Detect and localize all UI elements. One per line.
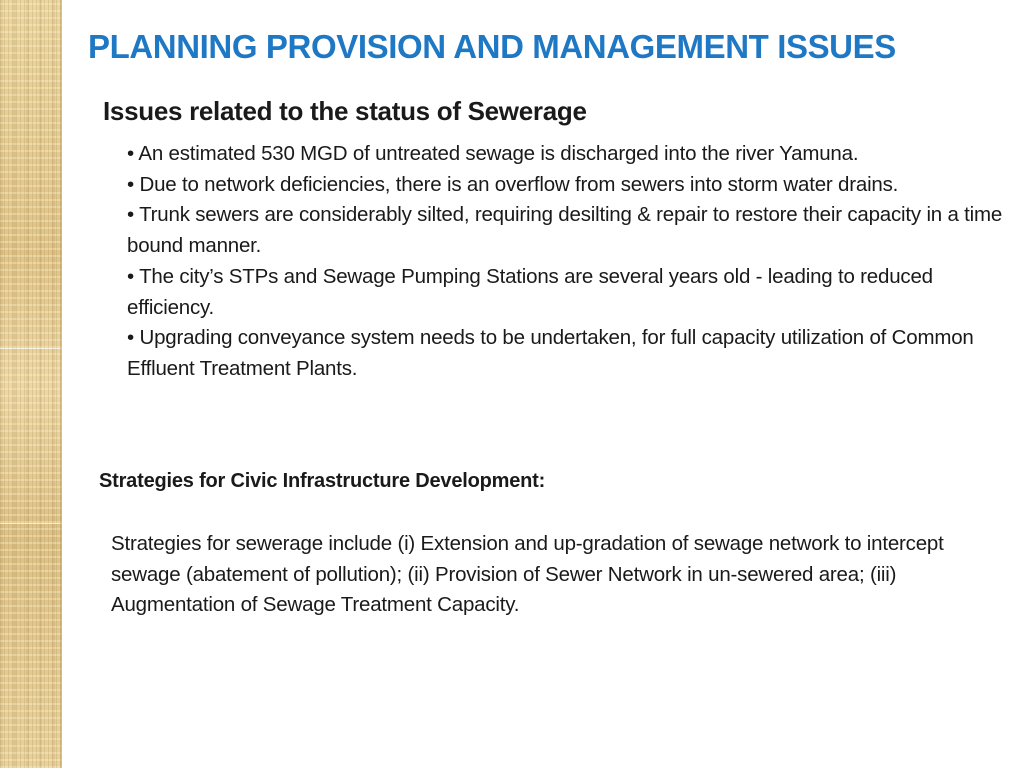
papyrus-decorative-strip <box>0 0 62 768</box>
strategies-paragraph: Strategies for sewerage include (i) Extension and up-gradation of sewage network to intercept sewage (abatement of pollution); (ii) Provision of Sewer Network in un-sewered area; (iii) Augmentation of Sewage Treatment Capacity. <box>111 532 944 617</box>
list-item: • The city’s STPs and Sewage Pumping Stations are several years old - leading to reduced efficiency. <box>127 264 933 319</box>
list-item: • Due to network deficiencies, there is an overflow from sewers into storm water drains. <box>127 172 899 196</box>
slide-title: PLANNING PROVISION AND MANAGEMENT ISSUES <box>88 28 896 65</box>
sewerage-section-heading: Issues related to the status of Sewerage <box>103 96 587 126</box>
sewerage-issues-list <box>127 139 1007 385</box>
list-item: • Trunk sewers are considerably silted, requiring desilting & repair to restore their capacity in a time bound manner. <box>127 203 1003 258</box>
strip-seam <box>0 523 62 524</box>
list-item: • Upgrading conveyance system needs to be undertaken, for full capacity utilization of Common Effluent Treatment Plants. <box>127 326 974 380</box>
strip-edge <box>60 0 62 768</box>
strip-seam <box>0 348 62 349</box>
strategies-heading: Strategies for Civic Infrastructure Development: <box>99 470 546 492</box>
list-item: • An estimated 530 MGD of untreated sewage is discharged into the river Yamuna. <box>127 142 859 165</box>
